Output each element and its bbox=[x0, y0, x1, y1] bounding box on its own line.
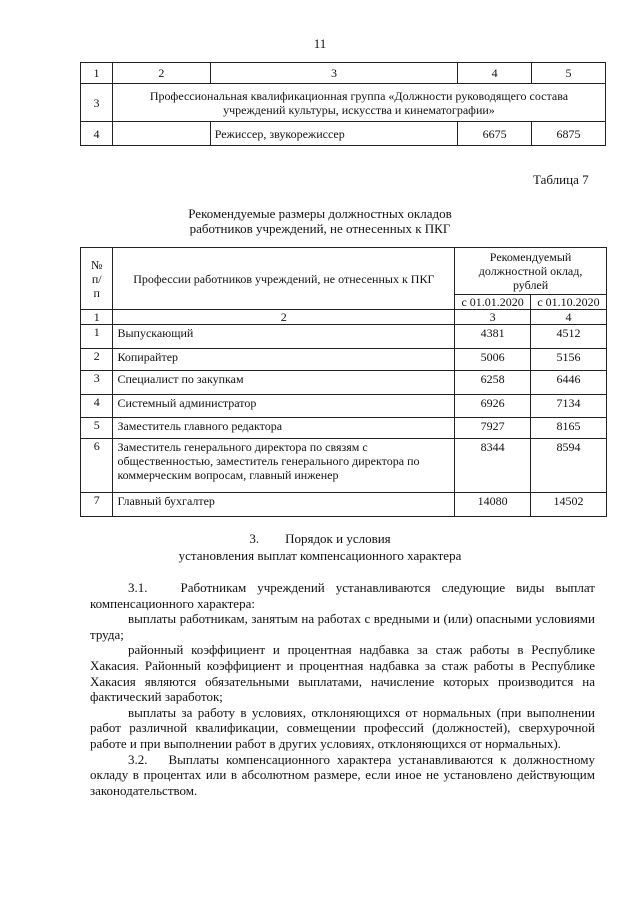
row-value-1: 6926 bbox=[455, 395, 531, 418]
row-name: Режиссер, звукорежиссер bbox=[210, 122, 458, 146]
salary-table bbox=[80, 247, 607, 517]
row-name: Заместитель генерального директора по связям с общественностью, заместитель генерального директора по коммерческим вопросам, главный инженер bbox=[113, 439, 455, 493]
row-name: Заместитель главного редактора bbox=[113, 418, 455, 439]
col-num-3: 3 bbox=[455, 310, 531, 325]
row-num: 2 bbox=[81, 349, 113, 371]
col-num-3: 3 bbox=[210, 63, 458, 84]
row-value-1: 4381 bbox=[455, 325, 531, 349]
column-number-row bbox=[81, 63, 606, 84]
head-salary: Рекомендуемый должностной оклад, рублей bbox=[455, 248, 607, 295]
paragraph: выплаты работникам, занятым на работах с вредными и (или) опасными условиями труда; bbox=[90, 611, 595, 642]
section-body bbox=[90, 580, 599, 798]
paragraph: 3.2. Выплаты компенсационного характера устанавливаются к должностному окладу в процентах или в абсолютном размере, если иное не установлено действующим законодательством. bbox=[90, 751, 599, 798]
group-row-text: Профессиональная квалификационная группа «Должности руководящего состава учреждений культуры, искусства и кинематографии» bbox=[112, 84, 605, 122]
row-value-2: 8165 bbox=[531, 418, 607, 439]
row-value-1: 14080 bbox=[455, 493, 531, 517]
row-num: 6 bbox=[81, 439, 113, 493]
row-value-2: 6446 bbox=[531, 371, 607, 395]
row-name: Главный бухгалтер bbox=[113, 493, 455, 517]
paragraph: выплаты за работу в условиях, отклоняющихся от нормальных (при выполнении работ различной квалификации, совмещении профессий (должностей), сверхурочной работе и при выполнении работ в других условиях, отклоняющихся от нормальных). bbox=[90, 704, 595, 751]
col-num-4: 4 bbox=[458, 63, 532, 84]
col-num-4: 4 bbox=[531, 310, 607, 325]
row-value-2: 7134 bbox=[531, 395, 607, 418]
group-row bbox=[81, 84, 606, 122]
row-num: 5 bbox=[81, 418, 113, 439]
table-row bbox=[81, 325, 607, 349]
section-title bbox=[0, 530, 640, 564]
row-value-2: 8594 bbox=[531, 439, 607, 493]
col-num-1: 1 bbox=[81, 63, 113, 84]
row-value-2: 5156 bbox=[531, 349, 607, 371]
table-label: Таблица 7 bbox=[533, 172, 589, 187]
table-row bbox=[81, 371, 607, 395]
section-title-line-2: установления выплат компенсационного характера bbox=[178, 548, 462, 563]
table-caption bbox=[0, 206, 640, 236]
column-number-row bbox=[81, 310, 607, 325]
table-row bbox=[81, 439, 607, 493]
table-row bbox=[81, 418, 607, 439]
page-number: 11 bbox=[313, 36, 327, 51]
row-value-2: 6875 bbox=[532, 122, 606, 146]
head-date-2: с 01.10.2020 bbox=[531, 295, 607, 310]
group-row-num: 3 bbox=[81, 84, 113, 122]
head-profession: Профессии работников учреждений, не отнесенных к ПКГ bbox=[113, 248, 455, 310]
table-row bbox=[81, 493, 607, 517]
row-value-1: 7927 bbox=[455, 418, 531, 439]
caption-line-2: работников учреждений, не отнесенных к ПКГ bbox=[189, 221, 451, 236]
row-value-2: 4512 bbox=[531, 325, 607, 349]
col-num-1: 1 bbox=[81, 310, 113, 325]
head-number: № п/п bbox=[81, 248, 113, 310]
row-num: 1 bbox=[81, 325, 113, 349]
row-name: Специалист по закупкам bbox=[113, 371, 455, 395]
row-num: 4 bbox=[81, 395, 113, 418]
row-name: Системный администратор bbox=[113, 395, 455, 418]
table-row bbox=[81, 349, 607, 371]
row-name: Копирайтер bbox=[113, 349, 455, 371]
caption-line-1: Рекомендуемые размеры должностных окладов bbox=[188, 206, 452, 221]
row-empty-cell bbox=[112, 122, 210, 146]
paragraph: 3.1. Работникам учреждений устанавливаются следующие виды выплат компенсационного характера: bbox=[90, 580, 599, 611]
continuation-table bbox=[80, 62, 606, 146]
paragraph: районный коэффициент и процентная надбавка за стаж работы в Республике Хакасия. Районный коэффициент и процентная надбавка за стаж работы в Республике Хакасия являются обязательными выплатами, начисление которых производится на фактический заработок; bbox=[90, 642, 595, 705]
row-value-1: 6675 bbox=[458, 122, 532, 146]
row-value-1: 5006 bbox=[455, 349, 531, 371]
row-name: Выпускающий bbox=[113, 325, 455, 349]
col-num-2: 2 bbox=[112, 63, 210, 84]
head-date-1: с 01.01.2020 bbox=[455, 295, 531, 310]
col-num-5: 5 bbox=[532, 63, 606, 84]
row-num: 4 bbox=[81, 122, 113, 146]
row-num: 3 bbox=[81, 371, 113, 395]
col-num-2: 2 bbox=[113, 310, 455, 325]
table-row bbox=[81, 395, 607, 418]
row-num: 7 bbox=[81, 493, 113, 517]
table-row bbox=[81, 122, 606, 146]
row-value-2: 14502 bbox=[531, 493, 607, 517]
section-title-line-1: 3. Порядок и условия bbox=[249, 531, 391, 546]
row-value-1: 6258 bbox=[455, 371, 531, 395]
row-value-1: 8344 bbox=[455, 439, 531, 493]
header-row bbox=[81, 248, 607, 295]
